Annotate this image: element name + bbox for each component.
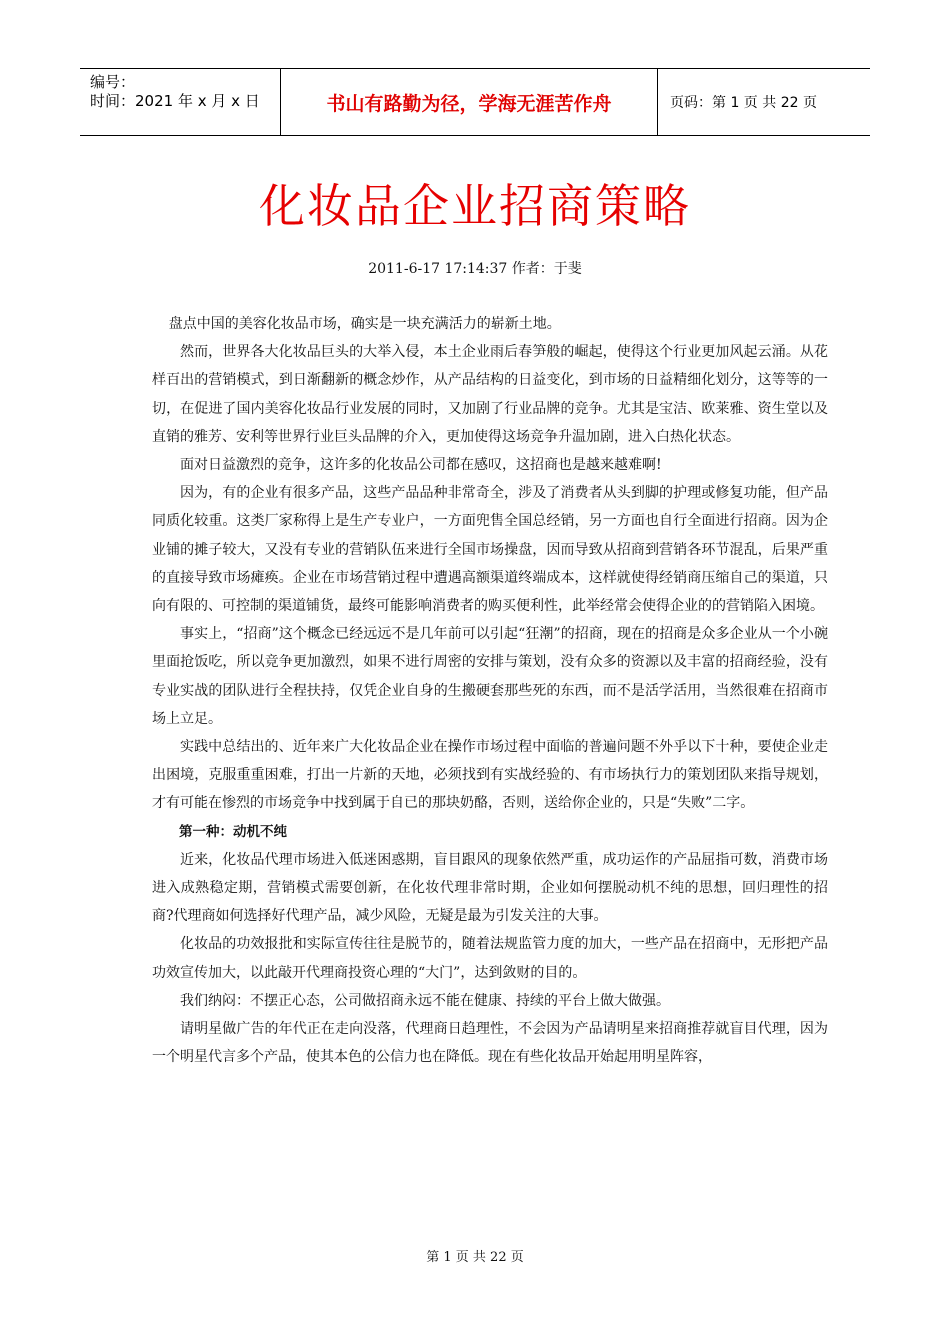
header-page-cell <box>658 69 870 135</box>
document-meta: 2011-6-17 17:14:37 作者：于斐 <box>368 261 582 277</box>
paragraph: 面对日益激烈的竞争，这许多的化妆品公司都在感叹，这招商也是越来越难啊! <box>180 457 662 474</box>
section-heading: 第一种：动机不纯 <box>179 823 287 840</box>
date-label: 时间：2021 年 x 月 x 日 <box>90 92 260 110</box>
motto-text: 书山有路勤为径，学海无涯苦作舟 <box>326 92 612 115</box>
header-motto-cell <box>280 69 658 135</box>
document-body <box>152 310 828 1071</box>
serial-label: 编号： <box>90 73 136 91</box>
header-info-cell <box>80 69 280 135</box>
paragraph: 近来，化妆品代理市场进入低迷困惑期，盲目跟风的现象依然严重，成功运作的产品屈指可数，消费市场进入成熟稳定期，营销模式需要创新，在化妆代理非常时期，企业如何摆脱动机不纯的思想，回归理性的招商?代理商如何选择好代理产品，减少风险，无疑是最为引发关注的大事。 <box>152 851 828 925</box>
page-code: 页码：第 1 页 共 22 页 <box>670 95 817 111</box>
paragraph: 然而，世界各大化妆品巨头的大举入侵，本土企业雨后春笋般的崛起，使得这个行业更加风起云涌。从花样百出的营销模式，到日渐翻新的概念炒作，从产品结构的日益变化，到市场的日益精细化划分，这等等的一切，在促进了国内美容化妆品行业发展的同时，又加剧了行业品牌的竞争。尤其是宝洁、欧莱雅、资生堂以及直销的雅芳、安利等世界行业巨头品牌的介入，更加使得这场竞争升温加剧，进入白热化状态。 <box>152 344 828 445</box>
paragraph: 因为，有的企业有很多产品，这些产品品种非常奇全，涉及了消费者从头到脚的护理或修复功能，但产品同质化较重。这类厂家称得上是生产专业户，一方面兜售全国总经销，另一方面也自行全面进行招商。因为企业铺的摊子较大，又没有专业的营销队伍来进行全国市场操盘，因而导致从招商到营销各环节混乱，后果严重的直接导致市场瘫痪。企业在市场营销过程中遭遇高额渠道终端成本，这样就使得经销商压缩自己的渠道，只向有限的、可控制的渠道铺货，最终可能影响消费者的购买便利性，此举经常会使得企业的的营销陷入困境。 <box>152 485 828 615</box>
paragraph: 我们纳闷：不摆正心态，公司做招商永远不能在健康、持续的平台上做大做强。 <box>180 992 670 1009</box>
paragraph: 盘点中国的美容化妆品市场，确实是一块充满活力的崭新土地。 <box>168 316 561 332</box>
paragraph: 请明星做广告的年代正在走向没落，代理商日趋理性，不会因为产品请明星来招商推荐就盲目代理，因为一个明星代言多个产品，使其本色的公信力也在降低。现在有些化妆品开始起用明星阵容， <box>152 1021 828 1066</box>
header-table <box>80 68 870 136</box>
paragraph: 事实上，“招商”这个概念已经远远不是几年前可以引起“狂潮”的招商，现在的招商是众多企业从一个小碗里面抢饭吃，所以竞争更加激烈，如果不进行周密的安排与策划，没有众多的资源以及丰富的招商经验，没有专业实战的团队进行全程扶持，仅凭企业自身的生搬硬套那些死的东西，而不是活学活用，当然很难在招商市场上立足。 <box>152 626 828 727</box>
page-footer: 第 1 页 共 22 页 <box>426 1250 524 1265</box>
paragraph: 化妆品的功效报批和实际宣传往往是脱节的，随着法规监管力度的加大，一些产品在招商中，无形把产品功效宣传加大，以此敲开代理商投资心理的“大门”，达到敛财的目的。 <box>152 936 828 981</box>
document-title: 化妆品企业招商策略 <box>259 179 691 233</box>
paragraph: 实践中总结出的、近年来广大化妆品企业在操作市场过程中面临的普遍问题不外乎以下十种，要使企业走出困境，克服重重困难，打出一片新的天地，必须找到有实战经验的、有市场执行力的策划团队来指导规划，才有可能在惨烈的市场竞争中找到属于自已的那块奶酪，否则，送给你企业的，只是“失败”二字。 <box>152 739 828 812</box>
